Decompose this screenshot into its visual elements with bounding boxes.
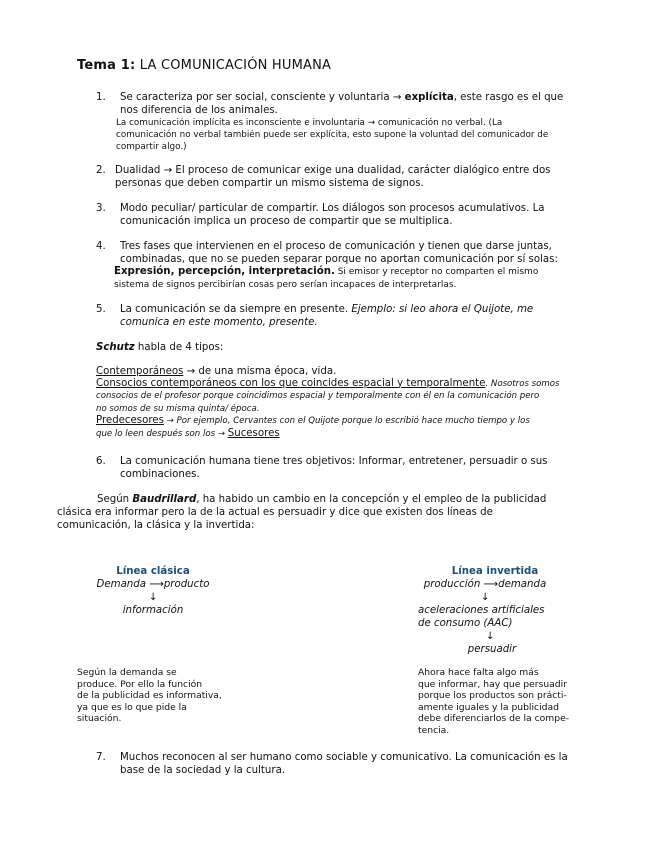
item-detail <box>114 266 594 291</box>
item-text-part: Muchos reconocen al ser humano como sociable y comunicativo. La comunicación es la <box>120 752 568 763</box>
item-text-part: La comunicación humana tiene tres objetivos: Informar, entretener, persuadir o sus <box>120 456 548 467</box>
type-term: Predecesores <box>96 415 164 426</box>
inverted-line-diagram <box>410 565 560 656</box>
subnote-line: comunicación no verbal también puede ser explícita, esto supone la voluntad del comunicador de <box>116 130 549 140</box>
para-text: Según <box>97 494 133 505</box>
item-number: 1. <box>96 92 106 103</box>
para-text: clásica era informar pero la de la actual es persuadir y dice que existen dos líneas de <box>57 507 493 518</box>
list-item-6 <box>96 455 594 481</box>
classic-line-diagram <box>83 565 223 617</box>
item-text-part: La comunicación se da siempre en presente. <box>120 304 352 315</box>
list-item-2 <box>96 164 594 190</box>
type-text: consocios de el profesor porque coincidimos espacial y temporalmente con él en la comunicación pero <box>96 391 540 401</box>
item-number: 5. <box>96 304 106 315</box>
type-term: Sucesores <box>227 427 280 439</box>
item-text <box>120 751 594 777</box>
author-name: Baudrillard <box>132 494 197 505</box>
subnote-line: La comunicación implícita es inconsciente e involuntaria → comunicación no verbal. (La <box>116 118 503 128</box>
down-arrow-icon: ↓ <box>480 592 490 603</box>
types-list <box>96 366 596 440</box>
item-text-part: Tres fases que intervienen en el proceso de comunicación y tienen que darse juntas, <box>120 241 552 252</box>
type-predecesores <box>96 415 596 440</box>
type-text: . Nosotros somos <box>485 378 560 389</box>
item-text-part: , este rasgo es el que <box>453 92 564 103</box>
item-text-part: Dualidad → El proceso de comunicar exige una dualidad, carácter dialógico entre dos <box>115 165 551 176</box>
note-line: Según la demanda se <box>77 667 177 678</box>
list-item-1 <box>96 91 594 153</box>
item-text <box>115 164 594 190</box>
item-text-part: Modo peculiar/ particular de compartir. Los diálogos son procesos acumulativos. La <box>120 203 545 214</box>
note-line: de la publicidad es informativa, <box>77 690 222 701</box>
item-text <box>120 240 594 266</box>
note-line: ya que es lo que pide la <box>77 701 187 713</box>
note-line: que informar, hay que persuadir <box>418 678 567 690</box>
item-text <box>120 455 594 481</box>
note-line: tencia. <box>418 724 450 736</box>
note-line: porque los productos son prácti- <box>418 690 567 701</box>
type-text: → Por ejemplo, Cervantes con el Quijote porque lo escribió hace mucho tiempo y los <box>163 416 530 426</box>
list-item-3 <box>96 202 594 228</box>
item-bold: explícita <box>404 92 454 103</box>
item-text-part: Se caracteriza por ser social, consciente y voluntaria → <box>120 92 405 103</box>
item-number: 4. <box>96 241 106 252</box>
type-contemporaneos <box>96 366 596 378</box>
item-number: 2. <box>96 165 106 176</box>
baudrillard-paragraph <box>57 493 597 532</box>
para-text: comunicación, la clásica y la invertida: <box>57 520 255 531</box>
title-text: LA COMUNICACIÓN HUMANA <box>139 58 332 73</box>
item-text-part: personas que deben compartir un mismo sistema de signos. <box>115 178 424 189</box>
page-title <box>77 58 331 73</box>
item-text <box>120 91 594 117</box>
schutz-heading <box>96 342 594 354</box>
type-text: que lo leen después son los → <box>96 428 228 439</box>
author-name: Schutz <box>96 342 135 353</box>
item-bold: Expresión, percepción, interpretación. <box>114 266 335 277</box>
type-text: → de una misma época, vida. <box>183 366 337 377</box>
item-text <box>120 303 594 329</box>
note-line: situación. <box>77 713 122 724</box>
note-line: amente iguales y la publicidad <box>418 701 559 713</box>
classic-line-step: Demanda ⟶producto <box>96 579 210 590</box>
item-text-part: base de la sociedad y la cultura. <box>120 765 286 776</box>
subnote-line: compartir algo.) <box>116 142 187 152</box>
classic-line-note <box>77 667 257 725</box>
item-number: 6. <box>96 456 106 467</box>
inverted-line-heading: Línea invertida <box>451 566 539 577</box>
type-consocios <box>96 378 596 416</box>
item-text <box>120 202 594 228</box>
list-item-5 <box>96 303 594 329</box>
down-arrow-icon: ↓ <box>148 592 158 603</box>
down-arrow-icon: ↓ <box>485 631 495 642</box>
item-text-part: Si emisor y receptor no comparten el mismo <box>334 267 539 277</box>
list-item-4 <box>96 240 594 291</box>
para-text: , ha habido un cambio en la concepción y el empleo de la publicidad <box>196 494 547 505</box>
classic-line-heading: Línea clásica <box>116 566 190 577</box>
inverted-line-step: aceleraciones artificiales <box>418 605 545 616</box>
inverted-line-step: de consumo (AAC) <box>418 618 513 629</box>
inverted-line-step: persuadir <box>467 644 517 655</box>
item-text-part: combinaciones. <box>120 469 200 480</box>
title-prefix: Tema 1: <box>77 58 136 73</box>
inverted-line-note <box>418 667 608 736</box>
item-text-part: combinadas, que no se pueden separar porque no aportan comunicación por sí solas: <box>120 254 558 265</box>
item-number: 7. <box>96 752 106 763</box>
item-subnote <box>116 117 594 153</box>
note-line: produce. Por ello la función <box>77 678 203 690</box>
item-italic: comunica en este momento, presente. <box>120 317 318 328</box>
item-text-part: comunicación implica un proceso de compartir que se multiplica. <box>120 216 453 227</box>
note-line: debe diferenciarlos de la compe- <box>418 713 570 724</box>
classic-line-step: información <box>122 605 184 616</box>
type-term: Consocios contemporáneos con los que coincides espacial y temporalmente <box>96 377 486 389</box>
item-text-part: nos diferencia de los animales. <box>120 105 278 116</box>
note-line: Ahora hace falta algo más <box>418 667 539 678</box>
list-item-7 <box>96 751 594 777</box>
type-term: Contemporáneos <box>96 366 184 377</box>
item-italic: Ejemplo: si leo ahora el Quijote, me <box>351 304 534 315</box>
item-number: 3. <box>96 203 106 214</box>
heading-text: habla de 4 tipos: <box>134 342 224 353</box>
inverted-line-step: producción ⟶demanda <box>423 579 547 590</box>
item-text-part: sistema de signos percibirían cosas pero serían incapaces de interpretarlas. <box>114 279 457 290</box>
type-text: no somos de su misma quinta/ época. <box>96 403 260 414</box>
